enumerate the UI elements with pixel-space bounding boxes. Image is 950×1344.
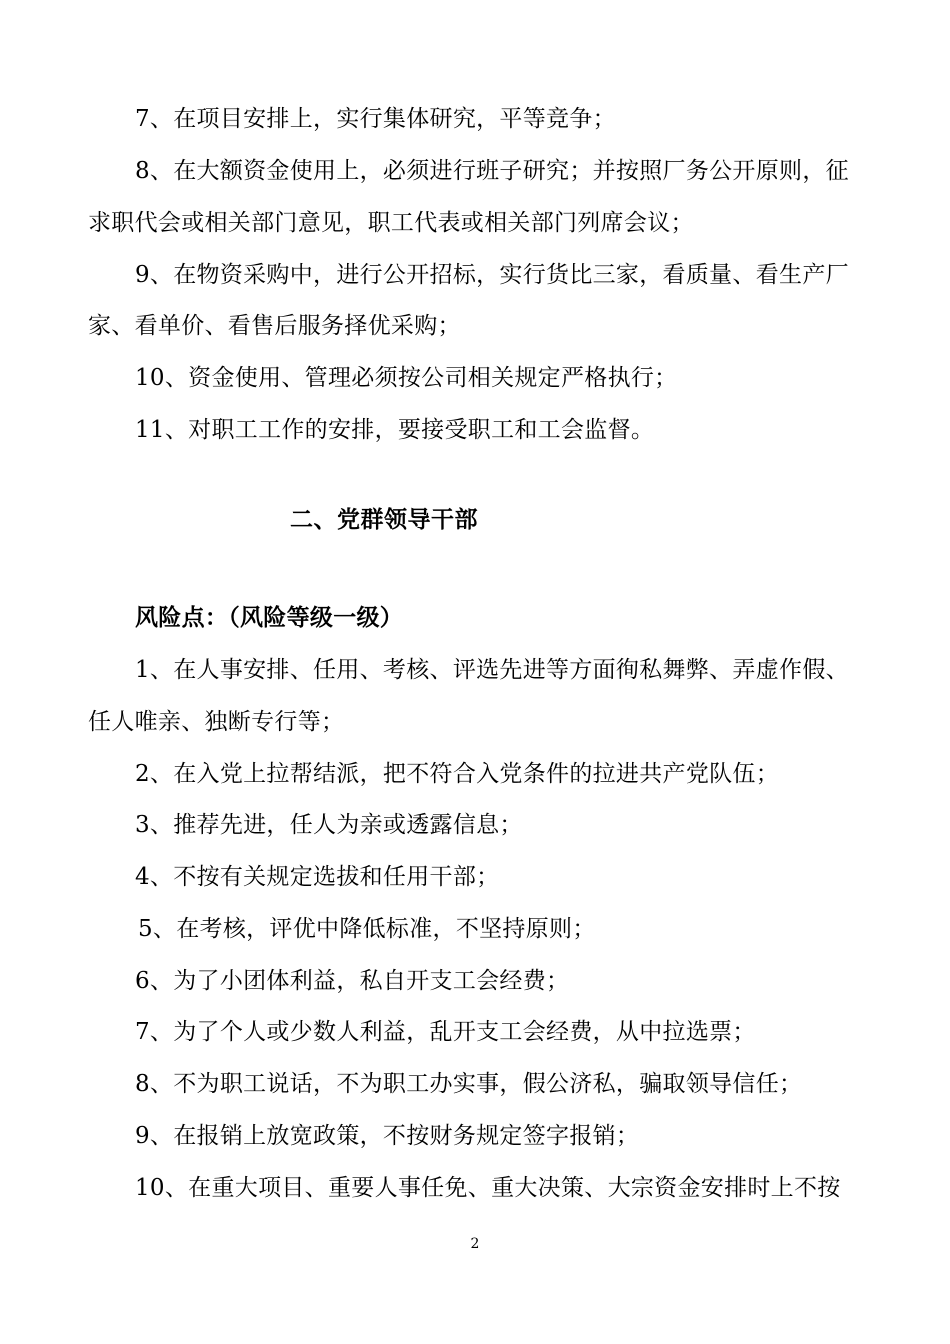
section2-item-1-line2: 任人唯亲、独断专行等； [88,709,345,735]
section1-item-10: 10、资金使用、管理必须按公司相关规定严格执行； [135,365,678,391]
section1-item-8-line2: 求职代会或相关部门意见，职工代表或相关部门列席会议； [88,210,694,236]
page-number: 2 [470,1236,480,1252]
section2-item-4: 4、不按有关规定选拔和任用干部； [135,864,500,890]
section2-item-7: 7、为了个人或少数人利益，乱开支工会经费，从中拉选票； [135,1019,756,1045]
section1-item-7: 7、在项目安排上，实行集体研究，平等竞争； [135,106,616,132]
section1-item-9-line1: 9、在物资采购中，进行公开招标，实行货比三家，看质量、看生产厂 [135,262,849,288]
section2-item-2: 2、在入党上拉帮结派，把不符合入党条件的拉进共产党队伍； [135,761,780,787]
section2-item-9: 9、在报销上放宽政策，不按财务规定签字报销； [135,1123,640,1149]
risk-level-label: 风险点：（风险等级一级） [135,604,404,631]
section2-item-3: 3、推荐先进，任人为亲或透露信息； [135,812,523,838]
section2-item-5: 5、在考核，评优中降低标准，不坚持原则； [138,916,596,942]
section2-item-6: 6、为了小团体利益，私自开支工会经费； [135,968,570,994]
section2-title: 二、党群领导干部 [290,506,478,533]
section2-item-8: 8、不为职工说话，不为职工办实事，假公济私，骗取领导信任； [135,1071,803,1097]
section2-item-1-line1: 1、在人事安排、任用、考核、评选先进等方面徇私舞弊、弄虚作假、 [135,657,849,683]
section1-item-8-line1: 8、在大额资金使用上，必须进行班子研究；并按照厂务公开原则，征 [135,158,849,184]
section1-item-9-line2: 家、看单价、看售后服务择优采购； [88,313,461,339]
section2-item-10: 10、在重大项目、重要人事任免、重大决策、大宗资金安排时上不按 [135,1175,841,1201]
section1-item-11: 11、对职工工作的安排，要接受职工和工会监督。 [135,417,655,443]
